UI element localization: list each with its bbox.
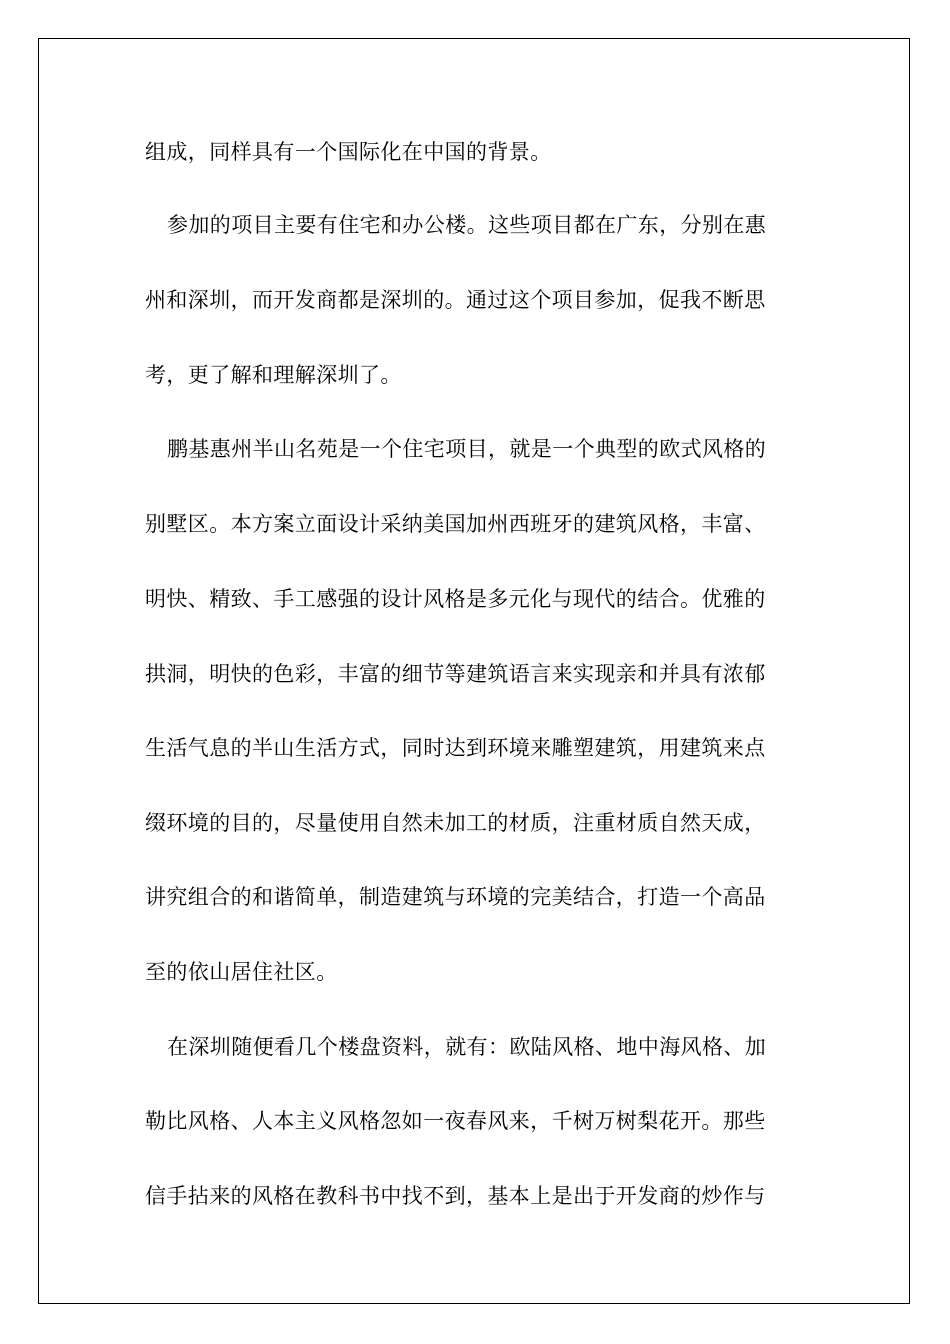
paragraph-2-line-3: 考，更了解和理解深圳了。: [145, 363, 402, 387]
paragraph-4-line-1: 在深圳随便看几个楼盘资料，就有：欧陆风格、地中海风格、加: [167, 1035, 767, 1059]
paragraph-3-line-7: 讲究组合的和谐简单，制造建筑与环境的完美结合，打造一个高品: [145, 885, 766, 909]
paragraph-3-line-8: 至的依山居住社区。: [145, 960, 338, 984]
paragraph-4-line-2: 勒比风格、人本主义风格忽如一夜春风来，千树万树梨花开。那些: [145, 1109, 766, 1133]
paragraph-3-line-6: 缀环境的目的，尽量使用自然未加工的材质，注重材质自然天成，: [145, 811, 766, 835]
paragraph-2-line-1: 参加的项目主要有住宅和办公楼。这些项目都在广东，分别在惠: [167, 213, 767, 237]
paragraph-3-line-5: 生活气息的半山生活方式，同时达到环境来雕塑建筑，用建筑来点: [145, 736, 766, 760]
paragraph-3-line-4: 拱洞，明快的色彩，丰富的细节等建筑语言来实现亲和并具有浓郁: [145, 662, 766, 686]
paragraph-3-line-3: 明快、精致、手工感强的设计风格是多元化与现代的结合。优雅的: [145, 587, 766, 611]
paragraph-4-line-3: 信手拈来的风格在教科书中找不到，基本上是出于开发商的炒作与: [145, 1184, 766, 1208]
paragraph-1-line-1: 组成，同样具有一个国际化在中国的背景。: [145, 140, 552, 164]
paragraph-2-line-2: 州和深圳，而开发商都是深圳的。通过这个项目参加，促我不断思: [145, 288, 766, 312]
paragraph-3-line-1: 鹏基惠州半山名苑是一个住宅项目，就是一个典型的欧式风格的: [167, 437, 767, 461]
paragraph-3-line-2: 别墅区。本方案立面设计采纳美国加州西班牙的建筑风格，丰富、: [145, 512, 766, 536]
